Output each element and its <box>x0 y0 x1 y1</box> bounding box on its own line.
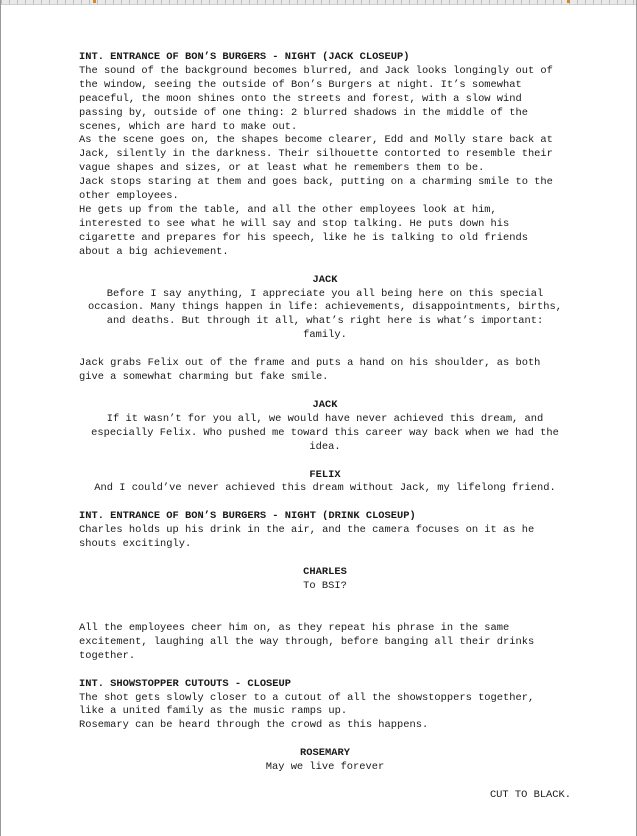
script-line: INT. SHOWSTOPPER CUTOUTS - CLOSEUP <box>79 677 292 690</box>
script-line: idea. <box>309 440 341 453</box>
action-paragraph <box>79 524 571 552</box>
dialogue-block <box>83 288 567 344</box>
script-line: And I could’ve never achieved this dream without Jack, my lifelong friend. <box>94 482 556 495</box>
script-line: Rosemary can be heard through the crowd as this happens. <box>79 719 429 732</box>
script-line: JACK <box>312 398 338 411</box>
action-paragraph <box>79 357 571 385</box>
character-name <box>79 566 571 580</box>
script-line: May we live forever <box>265 761 385 774</box>
script-line: Jack stops staring at them and goes back, putting on a charming smile to the <box>79 176 553 189</box>
script-line: ROSEMARY <box>300 747 350 760</box>
dialogue-block <box>83 482 567 496</box>
script-line: cigarette and prepares for his speech, like he is talking to old friends <box>79 231 528 244</box>
action-paragraph <box>79 692 571 720</box>
script-line: INT. ENTRANCE OF BON’S BURGERS - NIGHT (JACK CLOSEUP) <box>79 51 410 63</box>
script-line: other employees. <box>79 190 179 203</box>
script-line: INT. ENTRANCE OF BON’S BURGERS - NIGHT (DRINK CLOSEUP) <box>79 510 416 523</box>
script-line: JACK <box>312 273 338 286</box>
script-line: especially Felix. Who pushed me toward this career way back when we had the <box>91 426 559 439</box>
script-line: CHARLES <box>303 566 347 579</box>
script-line: interested to see what he will say and stop talking. He puts down his <box>79 217 510 230</box>
script-line: the window, seeing the outside of Bon’s Burgers at night. It’s somewhat <box>79 78 522 91</box>
script-line: As the scene goes on, the shapes become clearer, Edd and Molly stare back at <box>79 134 553 147</box>
script-line: excitement, laughing all the way through, before banging all their drinks <box>79 635 535 648</box>
scene-heading <box>79 678 571 692</box>
script-line: vague shapes and sizes, or at least what he remembers them to be. <box>79 162 485 175</box>
top-ruler <box>1 0 636 5</box>
dialogue-block <box>83 761 567 775</box>
script-line: shouts excitingly. <box>79 538 192 551</box>
script-line: All the employees cheer him on, as they repeat his phrase in the same <box>79 621 510 634</box>
script-line: CUT TO BLACK. <box>489 789 571 802</box>
script-line: He gets up from the table, and all the other employees look at him, <box>79 203 497 216</box>
script-line: The sound of the background becomes blurred, and Jack looks longingly out of <box>79 64 553 77</box>
character-name <box>79 469 571 483</box>
transition <box>79 789 571 803</box>
script-line: Charles holds up his drink in the air, and the camera focuses on it as he <box>79 524 535 537</box>
script-line: together. <box>79 649 136 662</box>
script-line: To BSI? <box>303 580 347 592</box>
ruler-marker <box>567 0 570 3</box>
script-line: scenes, which are hard to make out. <box>79 120 298 133</box>
action-paragraph <box>79 622 571 664</box>
script-line: and deaths. But through it all, what’s right here is what’s important: <box>106 315 544 328</box>
dialogue-block <box>83 580 567 594</box>
script-line: family. <box>303 329 347 342</box>
action-paragraph <box>79 204 571 260</box>
action-paragraph <box>79 176 571 204</box>
character-name <box>79 274 571 288</box>
script-line: Before I say anything, I appreciate you all being here on this special <box>106 287 544 300</box>
screenplay-body <box>79 51 571 803</box>
ruler-marker <box>93 0 96 3</box>
script-line: about a big achievement. <box>79 245 229 258</box>
script-line: occasion. Many things happen in life: achievements, disappointments, births, <box>88 301 562 314</box>
action-paragraph <box>79 134 571 176</box>
script-line: FELIX <box>309 468 341 481</box>
script-line: peaceful, the moon shines onto the streets and forest, with a slow wind <box>79 92 522 105</box>
character-name <box>79 399 571 413</box>
scene-heading <box>79 510 571 524</box>
scene-heading <box>79 51 571 65</box>
script-line: give a somewhat charming but fake smile. <box>79 371 329 384</box>
action-paragraph <box>79 65 571 135</box>
script-line: Jack grabs Felix out of the frame and puts a hand on his shoulder, as both <box>79 357 541 370</box>
script-line: Jack, silently in the darkness. Their silhouette contorted to resemble their <box>79 148 553 161</box>
script-line: like a united family as the music ramps up. <box>79 705 348 718</box>
script-line: passing by, outside of one thing: 2 blurred shadows in the middle of the <box>79 106 528 119</box>
action-paragraph <box>79 719 571 733</box>
dialogue-block <box>83 413 567 455</box>
script-line: If it wasn’t for you all, we would have never achieved this dream, and <box>106 412 544 425</box>
script-line: The shot gets slowly closer to a cutout of all the showstoppers together, <box>79 691 535 704</box>
character-name <box>79 747 571 761</box>
